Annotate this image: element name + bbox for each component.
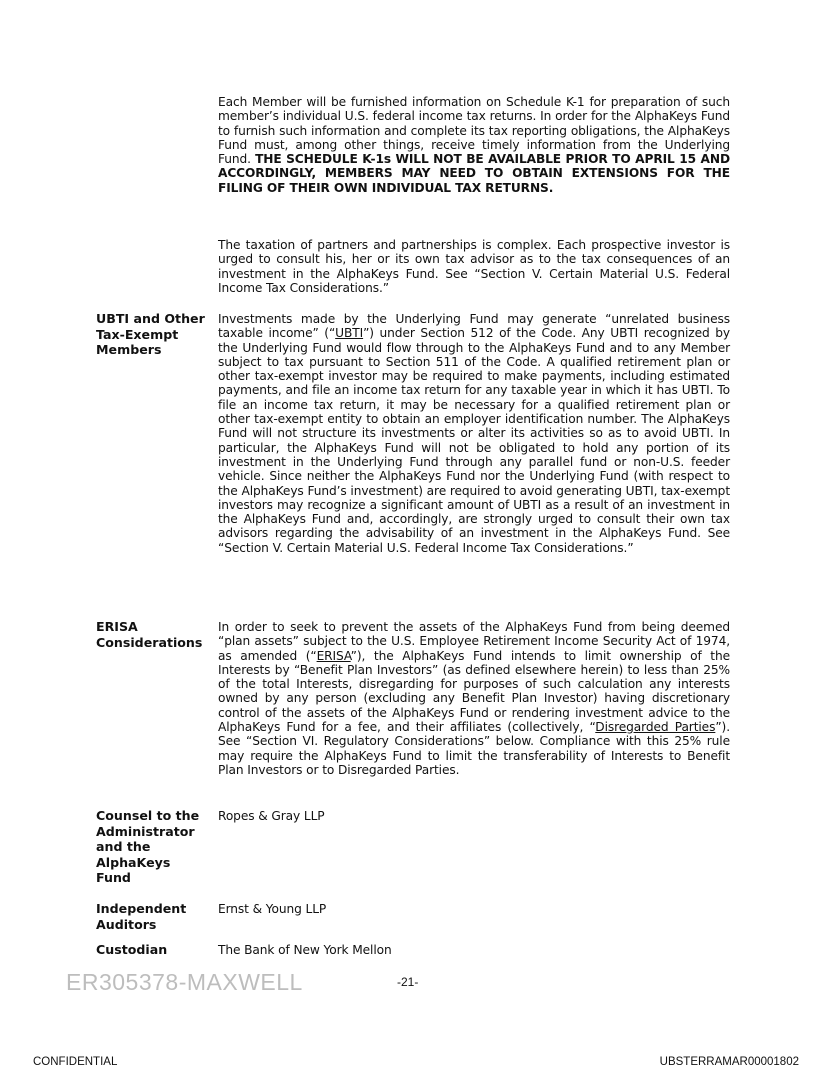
ubti-paragraph: [218, 312, 730, 555]
bates-number: UBSTERRAMAR00001802: [659, 1056, 799, 1068]
erisa-paragraph: [218, 620, 730, 777]
erisa-heading: ERISA Considerations: [96, 619, 203, 650]
ubti-text-2: ”) under Section 512 of the Code. Any UBTI recognized by the Underlying Fund would flow through to the AlphaKeys Fund and to any Member subject to tax pursuant to Section 511 of the Code. A qualified retirement plan or other tax-exempt investor may be required to make payments, including estimated payments, and file an income tax return for any taxable year in which it has UBTI. To file an income tax return, it may be necessary for a qualified retirement plan or other tax-exempt entity to obtain an employer identification number. The AlphaKeys Fund will not structure its investments or alter its activities so as to avoid UBTI. In particular, the AlphaKeys Fund will not be obligated to hold any portion of its investment in the Underlying Fund through any parallel fund or non-U.S. feeder vehicle. Since neither the AlphaKeys Fund nor the Underlying Fund (with respect to the AlphaKeys Fund’s investment) are required to avoid generating UBTI, tax-exempt investors may recognize a significant amount of UBTI as a result of an investment in the AlphaKeys Fund and, accordingly, are strongly urged to consult their own tax advisors regarding the advisability of an investment in the AlphaKeys Fund. See “Section V. Certain Material U.S. Federal Income Tax Considerations.”: [218, 326, 730, 555]
counsel-value: Ropes & Gray LLP: [218, 809, 325, 823]
schedule-k1-paragraph: [218, 95, 730, 195]
taxation-complexity-paragraph: The taxation of partners and partnerships is complex. Each prospective investor is urged to consult his, her or its own tax advisor as to the tax consequences of an investment in the AlphaKeys Fund. See “Section V. Certain Material U.S. Federal Income Tax Considerations.”: [218, 238, 730, 295]
erisa-text-2: ”), the AlphaKeys Fund intends to limit ownership of the Interests by “Benefit Plan Investors” (as defined elsewhere herein) to less than 25% of the total Interests, disregarding for purposes of such calculation any interests owned by any person (excluding any Benefit Plan Investor) having discretionary control of the assets of the AlphaKeys Fund or rendering investment advice to the AlphaKeys Fund for a fee, and their affiliates (collectively, “: [218, 648, 730, 735]
confidential-label: CONFIDENTIAL: [33, 1056, 118, 1068]
erisa-text-3: ”). See “Section VI. Regulatory Considerations” below. Compliance with this 25% rule may require the AlphaKeys Fund to limit the transferability of Interests to Benefit Plan Investors or to Disregarded Parties.: [218, 720, 730, 777]
disregarded-parties-term: Disregarded Parties: [595, 720, 716, 735]
erisa-defined-term: ERISA: [316, 648, 351, 663]
custodian-value: The Bank of New York Mellon: [218, 943, 392, 957]
ubti-heading: UBTI and Other Tax-Exempt Members: [96, 311, 205, 358]
auditors-heading: Independent Auditors: [96, 901, 187, 932]
counsel-heading: Counsel to the Administrator and the AlphaKeys Fund: [96, 808, 200, 886]
custodian-heading: Custodian: [96, 942, 168, 957]
ubti-text-1: Investments made by the Underlying Fund may generate “unrelated business taxable income” (“: [218, 312, 730, 341]
page-number: -21-: [397, 975, 419, 989]
ubti-defined-term: UBTI: [335, 326, 364, 341]
document-id-watermark: ER305378-MAXWELL: [66, 969, 303, 995]
auditors-value: Ernst & Young LLP: [218, 902, 327, 916]
schedule-k1-text: Each Member will be furnished information on Schedule K-1 for preparation of such member’s individual U.S. federal income tax returns. In order for the AlphaKeys Fund to furnish such information and complete its tax reporting obligations, the AlphaKeys Fund must, among other things, receive timely information from the Underlying Fund.: [218, 95, 730, 167]
erisa-text-1: In order to seek to prevent the assets of the AlphaKeys Fund from being deemed “plan assets” subject to the U.S. Employee Retirement Income Security Act of 1974, as amended (“: [218, 620, 730, 663]
schedule-k1-bold-warning: THE SCHEDULE K-1s WILL NOT BE AVAILABLE PRIOR TO APRIL 15 AND ACCORDINGLY, MEMBERS MAY NEED TO OBTAIN EXTENSIONS FOR THE FILING OF THEIR OWN INDIVIDUAL TAX RETURNS.: [218, 152, 730, 195]
